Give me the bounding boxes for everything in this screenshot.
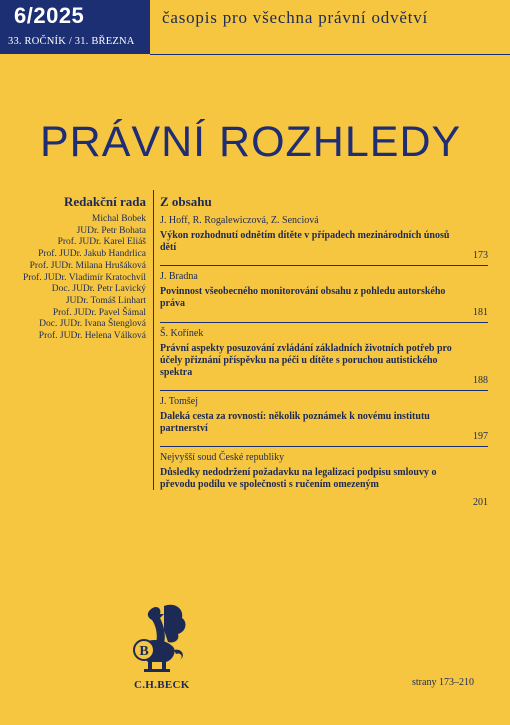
toc-title: Právní aspekty posuzování zvládání základních životních potřeb pro účely přiznání příspěvku na péči u dítěte s poruchou autistického spektra [160,343,452,378]
contents-heading: Z obsahu [160,194,212,209]
board-member: Doc. JUDr. Ivana Štenglová [39,319,146,330]
board-member: Prof. JUDr. Helena Válková [38,331,146,342]
board-member: JUDr. Tomáš Linhart [65,295,146,306]
toc-page: 173 [473,250,488,261]
toc-page: 197 [473,431,488,442]
contents-list [160,210,488,512]
board-list [23,214,146,343]
toc-page: 181 [473,307,488,318]
board-member: JUDr. Petr Bohata [76,225,146,236]
board-member: Prof. JUDr. Karel Eliáš [57,237,146,248]
toc-item [160,446,488,512]
toc-author: Š. Kořínek [160,328,204,339]
toc-page: 188 [473,375,488,386]
board-member: Michal Bobek [91,214,146,224]
column-divider [153,190,154,490]
board-member: Prof. JUDr. Milana Hrušáková [29,260,146,271]
issue-box [0,0,150,54]
svg-text:B: B [139,644,149,659]
board-member: Prof. JUDr. Pavel Šámal [52,307,146,318]
toc-author: J. Tomšej [160,396,199,407]
toc-author: J. Hoff, R. Rogalewiczová, Z. Senciová [160,215,319,226]
toc-title: Důsledky nedodržení požadavku na legalizaci podpisu smlouvy o převodu podílu ve společnosti s ručením omezeným [160,467,437,490]
board-member: Doc. JUDr. Petr Lavický [51,284,146,295]
toc-title: Daleká cesta za rovností: několik poznámek k novému institutu partnerství [160,411,430,434]
board-heading: Redakční rada [64,194,146,209]
board-member: Prof. JUDr. Jakub Handrlica [38,249,146,260]
publisher-name: C.H.BECK [134,679,190,691]
toc-item [160,265,488,322]
header-rule [150,54,510,55]
issue-number: 6/2025 [14,3,85,28]
toc-author: Nejvyšší soud České republiky [160,452,285,463]
toc-item [160,390,488,446]
toc-item [160,322,488,390]
toc-title: Povinnost všeobecného monitorování obsahu z pohledu autorského práva [160,286,446,309]
journal-title: PRÁVNÍ ROZHLEDY [40,118,462,166]
tagline: časopis pro všechna právní odvětví [162,8,429,27]
toc-page: 201 [473,497,488,508]
pages-note: strany 173–210 [412,677,474,688]
toc-author: J. Bradna [160,271,198,282]
volume-date: 33. ROČNÍK / 31. BŘEZNA [8,36,135,47]
toc-title: Výkon rozhodnutí odnětím dítěte v případech mezinárodních únosů dětí [160,230,450,253]
toc-item [160,210,488,265]
griffin-logo-icon [130,600,190,676]
board-member: Prof. JUDr. Vladimír Kratochvíl [22,272,146,283]
